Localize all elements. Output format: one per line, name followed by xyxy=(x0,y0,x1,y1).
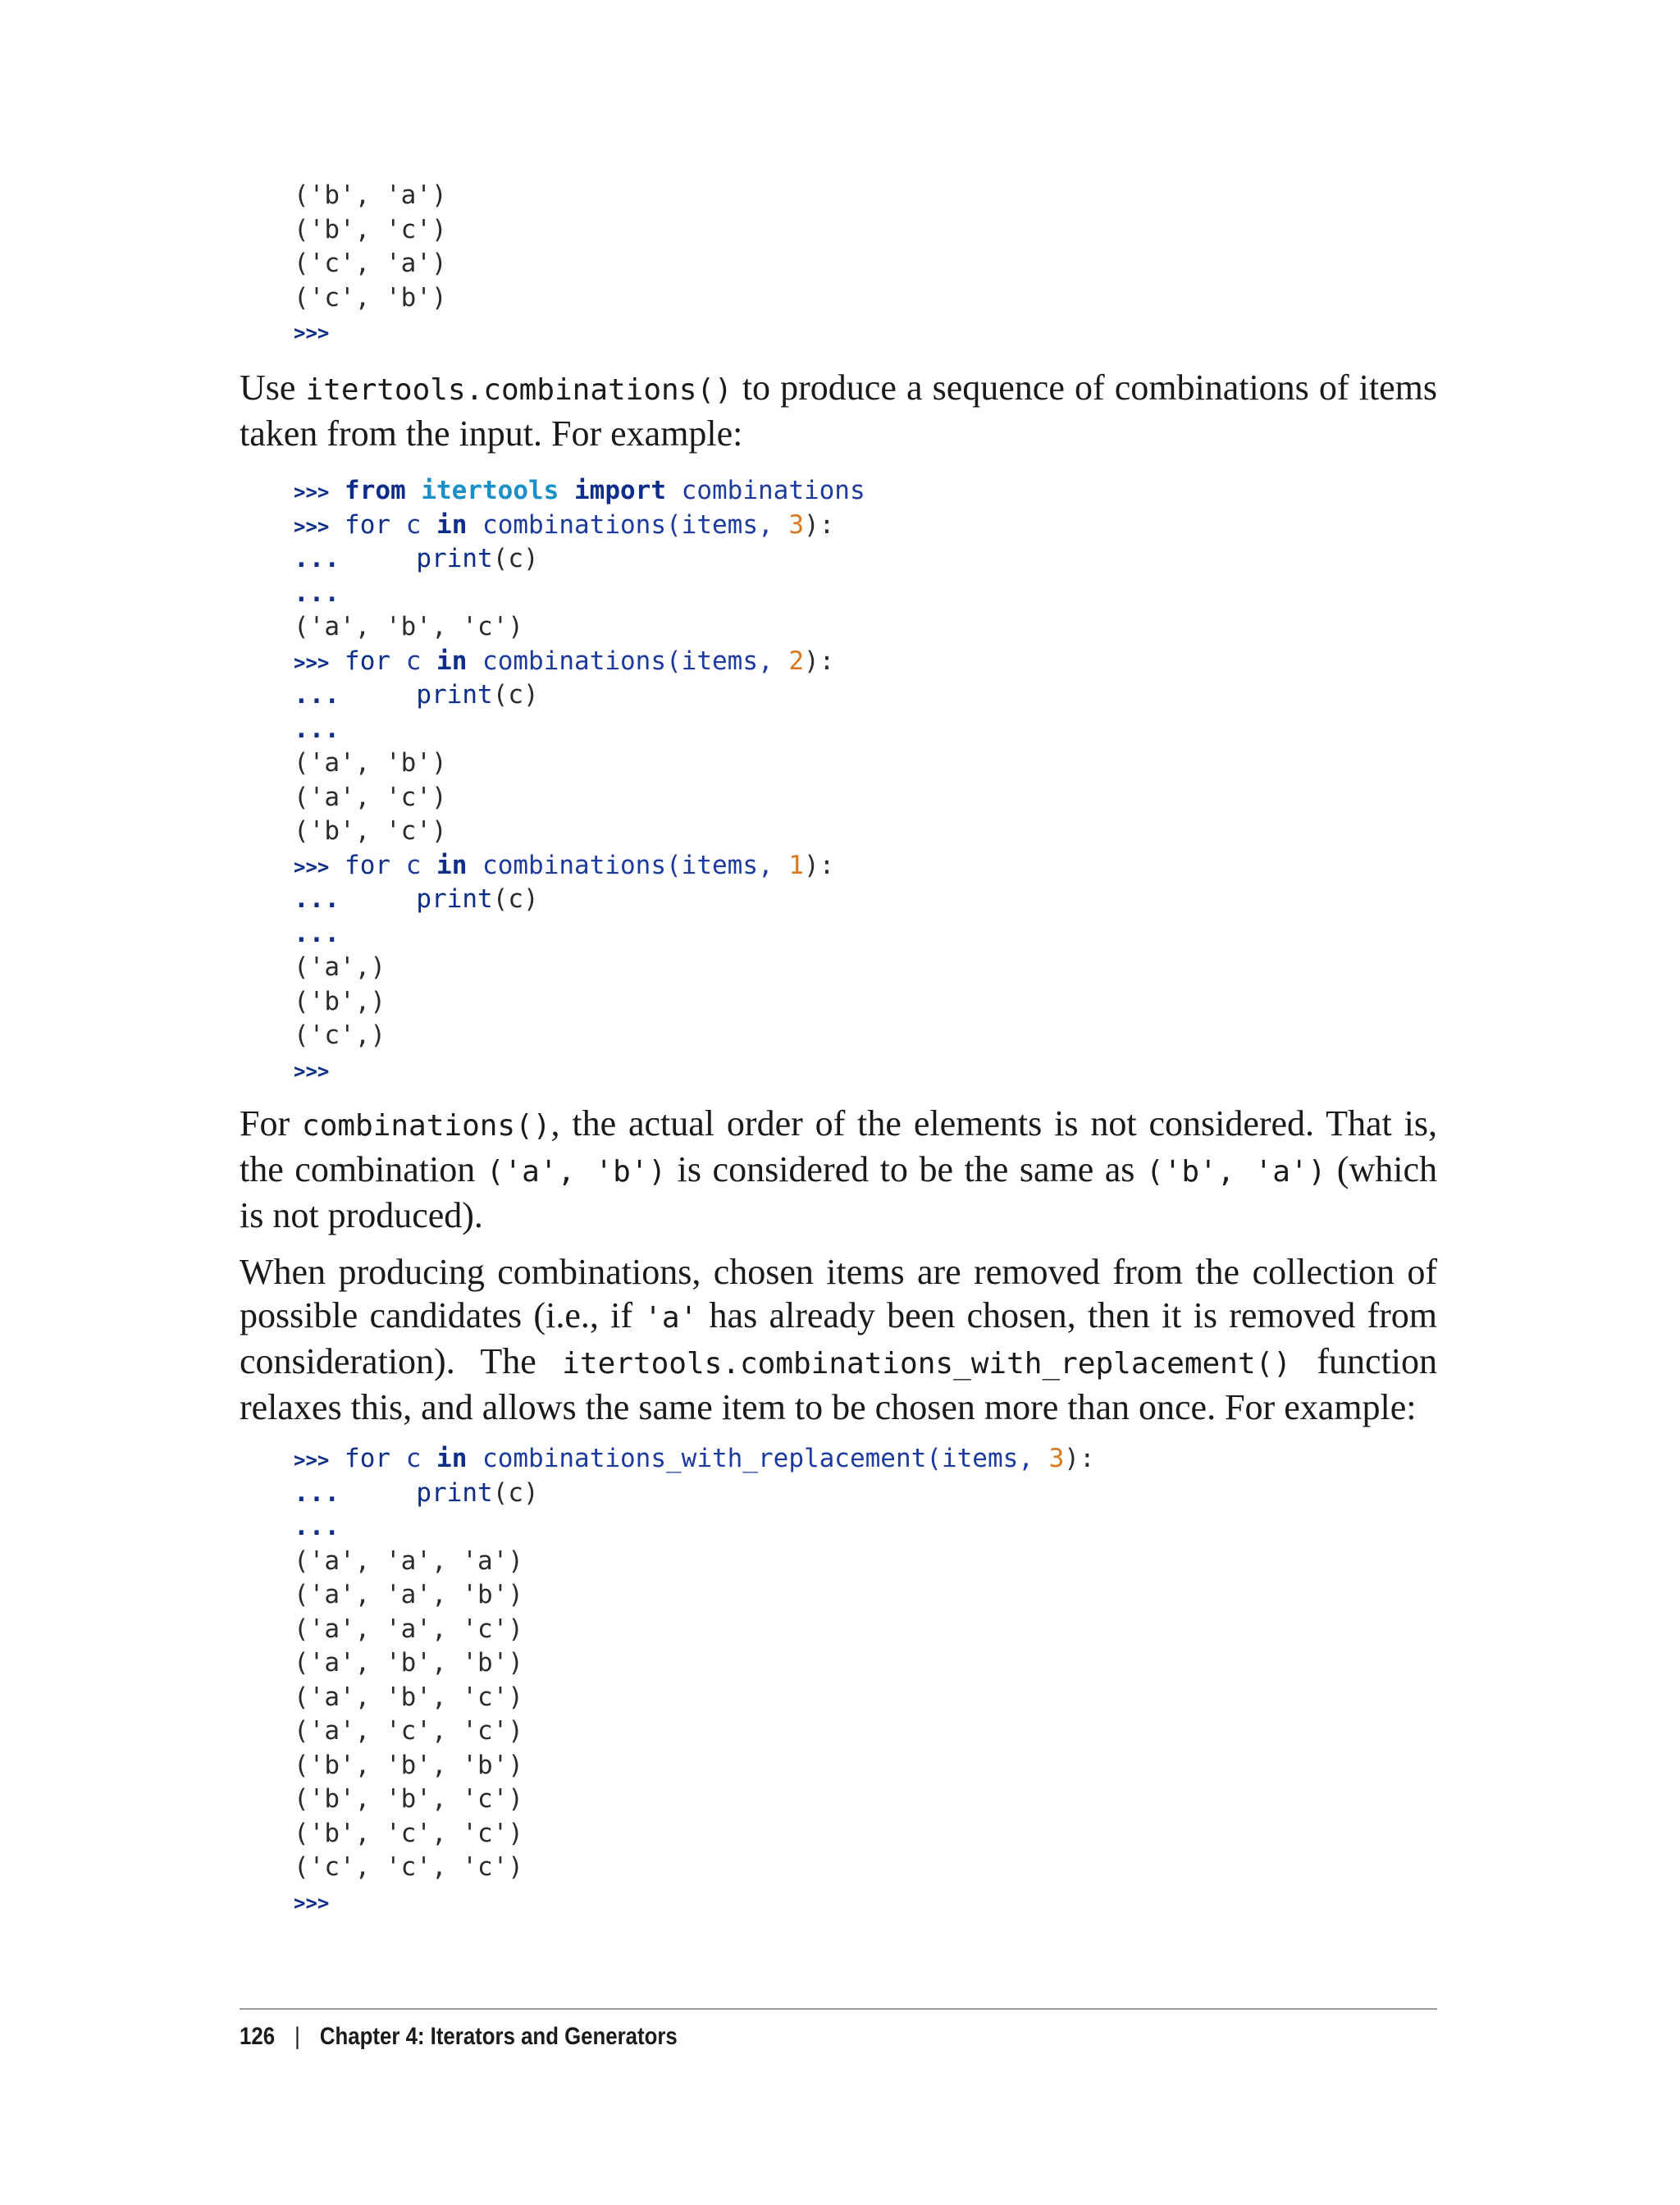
code-line-for xyxy=(294,509,865,543)
call-arg: (c) xyxy=(492,680,539,710)
call-arg: (c) xyxy=(492,1477,539,1508)
keyword: in xyxy=(436,850,468,880)
call: combinations(items, xyxy=(482,646,789,676)
footer-separator: | xyxy=(294,2023,300,2050)
call: combinations_with_replacement(items, xyxy=(482,1444,1049,1473)
builtin: print xyxy=(416,1477,493,1508)
keyword: from xyxy=(345,476,406,505)
code-line-for xyxy=(294,849,865,883)
code-output-line: ('b', 'c') xyxy=(294,214,447,244)
code-line-print xyxy=(294,678,865,713)
text: When producing combinations, chosen items are removed from the collection of possible candidates (i.e., if xyxy=(240,1252,1437,1335)
code-output-line: ('a', 'c') xyxy=(294,782,447,812)
code-prompt: >>> xyxy=(294,1449,330,1472)
code-continuation: ... xyxy=(294,578,340,608)
footer-rule xyxy=(240,2008,1437,2010)
code-output-line: ('c', 'b') xyxy=(294,282,447,313)
number: 3 xyxy=(1048,1444,1065,1473)
code-output-line: ('b',) xyxy=(294,986,386,1016)
number: 3 xyxy=(788,509,804,540)
code-output-line: ('a', 'a', 'c') xyxy=(294,1614,523,1644)
code-prompt: >>> xyxy=(294,1891,330,1915)
call: combinations(items, xyxy=(482,850,789,880)
code-continuation: ... xyxy=(294,1512,340,1541)
identifier: combinations xyxy=(681,476,865,505)
code-line-for xyxy=(294,645,865,679)
code-prompt: >>> xyxy=(294,651,330,674)
code-line-print xyxy=(294,542,865,577)
call: combinations(items, xyxy=(482,509,789,540)
code-line-for xyxy=(294,1442,1095,1477)
code-output-line: ('a', 'a', 'a') xyxy=(294,1545,523,1576)
paragraph-combinations-intro xyxy=(240,366,1437,455)
keyword: in xyxy=(436,509,468,540)
code-output-line: ('a', 'b') xyxy=(294,748,447,778)
keyword: for xyxy=(345,1444,391,1473)
code-output-line: ('c', 'a') xyxy=(294,249,447,278)
keyword: in xyxy=(436,1444,468,1473)
code-prompt: >>> xyxy=(294,322,330,345)
chapter-title: Chapter 4: Iterators and Generators xyxy=(319,2023,678,2050)
code-prompt: >>> xyxy=(294,514,330,538)
punct: ): xyxy=(804,509,835,540)
text: function relaxes this, and allows the same item to be chosen more than once. For example: xyxy=(240,1341,1437,1427)
inline-code: combinations() xyxy=(302,1109,551,1143)
code-output-line: ('c', 'c', 'c') xyxy=(294,1852,523,1882)
code-output-line: ('b', 'a') xyxy=(294,180,447,210)
code-output-line: ('a', 'a', 'b') xyxy=(294,1580,523,1609)
number: 1 xyxy=(788,850,804,880)
keyword: for xyxy=(345,850,391,880)
inline-code: ('b', 'a') xyxy=(1145,1155,1326,1189)
code-block-combinations-with-replacement xyxy=(294,1442,1095,1919)
code-output-line: ('a', 'b', 'b') xyxy=(294,1648,523,1678)
punct: ): xyxy=(1064,1444,1095,1473)
call-arg: (c) xyxy=(492,544,539,573)
text: For xyxy=(240,1103,303,1144)
code-output-line: ('b', 'c') xyxy=(294,816,447,846)
code-output-line: ('a', 'b', 'c') xyxy=(294,1682,523,1712)
builtin: print xyxy=(416,544,493,573)
module-name: itertools xyxy=(421,476,559,505)
code-line-import xyxy=(294,474,865,509)
code-continuation: ... xyxy=(294,1477,340,1508)
keyword: import xyxy=(574,476,666,505)
code-continuation: ... xyxy=(294,680,340,710)
builtin: print xyxy=(416,884,493,914)
text: is considered to be the same as xyxy=(666,1149,1146,1189)
inline-code: ('a', 'b') xyxy=(486,1155,667,1189)
text: to produce a sequence of combinations of items taken from the input. For example: xyxy=(240,368,1437,454)
identifier: c xyxy=(405,509,422,540)
code-line-print xyxy=(294,883,865,917)
identifier: c xyxy=(405,646,422,676)
paragraph-with-replacement xyxy=(240,1250,1437,1429)
code-output-line: ('b', 'c', 'c') xyxy=(294,1818,523,1848)
keyword: for xyxy=(345,646,391,676)
code-line-print xyxy=(294,1477,1095,1511)
text: , the actual order of the elements is not considered. That is, the combination xyxy=(240,1103,1437,1189)
code-continuation: ... xyxy=(294,714,340,744)
code-output-line: ('a', 'c', 'c') xyxy=(294,1716,523,1746)
code-block-permutations-tail xyxy=(294,179,447,349)
keyword: in xyxy=(436,646,468,676)
code-output-line: ('c',) xyxy=(294,1020,386,1050)
paragraph-order-note xyxy=(240,1102,1437,1237)
code-prompt: >>> xyxy=(294,1059,330,1083)
identifier: c xyxy=(405,850,422,880)
text: Use xyxy=(240,368,306,408)
punct: ): xyxy=(804,850,835,880)
page-number: 126 xyxy=(240,2023,276,2050)
code-block-combinations xyxy=(294,474,865,1087)
code-output-line: ('a',) xyxy=(294,952,386,982)
punct: ): xyxy=(804,646,835,676)
inline-code: 'a' xyxy=(644,1301,698,1335)
code-prompt: >>> xyxy=(294,855,330,879)
page-footer xyxy=(240,2023,678,2051)
inline-code: itertools.combinations_with_replacement() xyxy=(562,1347,1291,1381)
code-output-line: ('a', 'b', 'c') xyxy=(294,612,523,641)
inline-code: itertools.combinations() xyxy=(305,373,733,407)
number: 2 xyxy=(788,646,804,676)
identifier: c xyxy=(405,1444,422,1473)
call-arg: (c) xyxy=(492,884,539,914)
builtin: print xyxy=(416,680,493,710)
code-continuation: ... xyxy=(294,884,340,914)
text: has already been chosen, then it is removed from consideration). The xyxy=(240,1295,1438,1381)
code-prompt: >>> xyxy=(294,481,330,504)
keyword: for xyxy=(345,509,391,540)
text: (which is not produced). xyxy=(240,1149,1437,1235)
code-continuation: ... xyxy=(294,544,340,573)
code-output-line: ('b', 'b', 'b') xyxy=(294,1750,523,1780)
code-output-line: ('b', 'b', 'c') xyxy=(294,1784,523,1814)
code-continuation: ... xyxy=(294,918,340,948)
